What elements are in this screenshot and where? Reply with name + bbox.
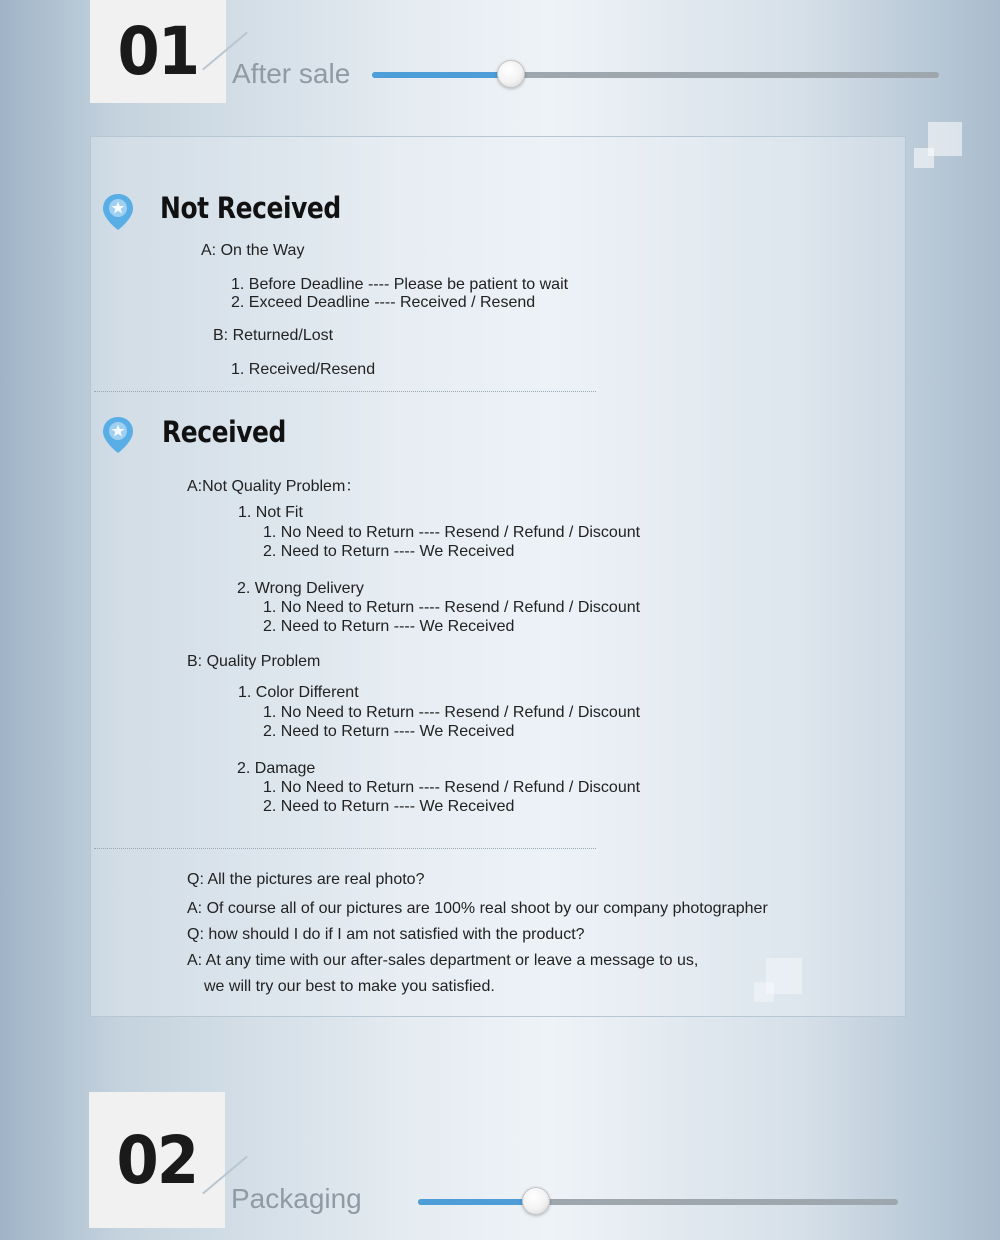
case-label: A: On the Way <box>201 242 305 259</box>
progress-slider[interactable] <box>418 1199 898 1205</box>
progress-slider[interactable] <box>372 72 939 78</box>
not-received-heading: Not Received <box>160 191 341 225</box>
progress-fill <box>372 72 512 78</box>
case-item: 2. Need to Return ---- We Received <box>263 798 515 815</box>
case-item: 2. Need to Return ---- We Received <box>263 543 515 560</box>
case-item: 1. Received/Resend <box>231 361 376 378</box>
dotted-divider <box>94 848 596 849</box>
location-pin-icon <box>101 415 135 455</box>
faq-answer: A: At any time with our after-sales department or leave a message to us, <box>187 952 699 969</box>
faq-answer: we will try our best to make you satisfied. <box>204 978 495 995</box>
case-item: 1. Before Deadline ---- Please be patient to wait <box>231 276 569 293</box>
section-title: After sale <box>232 58 351 89</box>
slider-knob[interactable] <box>497 60 525 88</box>
progress-fill <box>418 1199 538 1205</box>
section-number-box <box>90 0 226 103</box>
decor-square <box>914 148 934 168</box>
case-sublabel: 2. Wrong Delivery <box>237 580 364 597</box>
section-number: 02 <box>116 1121 198 1199</box>
case-item: 1. No Need to Return ---- Resend / Refund / Discount <box>263 599 641 616</box>
section-number: 01 <box>117 13 199 90</box>
case-label: B: Quality Problem <box>187 653 321 670</box>
dotted-divider <box>94 391 596 392</box>
faq-answer: A: Of course all of our pictures are 100% real shoot by our company photographer <box>187 900 768 917</box>
faq-question: Q: All the pictures are real photo? <box>187 871 425 888</box>
section-title: Packaging <box>231 1183 362 1214</box>
section-number-box <box>89 1092 225 1228</box>
location-pin-icon <box>101 192 135 232</box>
decor-square <box>754 982 774 1002</box>
case-item: 1. No Need to Return ---- Resend / Refund / Discount <box>263 779 641 796</box>
received-heading: Received <box>162 415 286 449</box>
case-sublabel: 1. Color Different <box>238 684 359 701</box>
faq-question: Q: how should I do if I am not satisfied with the product? <box>187 926 585 943</box>
case-item: 1. No Need to Return ---- Resend / Refund / Discount <box>263 704 641 721</box>
case-sublabel: 1. Not Fit <box>238 504 303 521</box>
case-sublabel: 2. Damage <box>237 760 316 777</box>
case-label: B: Returned/Lost <box>213 327 334 344</box>
case-label: A:Not Quality Problem： <box>187 478 362 495</box>
case-item: 2. Need to Return ---- We Received <box>263 723 515 740</box>
slider-knob[interactable] <box>522 1187 550 1215</box>
case-item: 1. No Need to Return ---- Resend / Refund / Discount <box>263 524 641 541</box>
case-item: 2. Exceed Deadline ---- Received / Resend <box>231 294 536 311</box>
case-item: 2. Need to Return ---- We Received <box>263 618 515 635</box>
